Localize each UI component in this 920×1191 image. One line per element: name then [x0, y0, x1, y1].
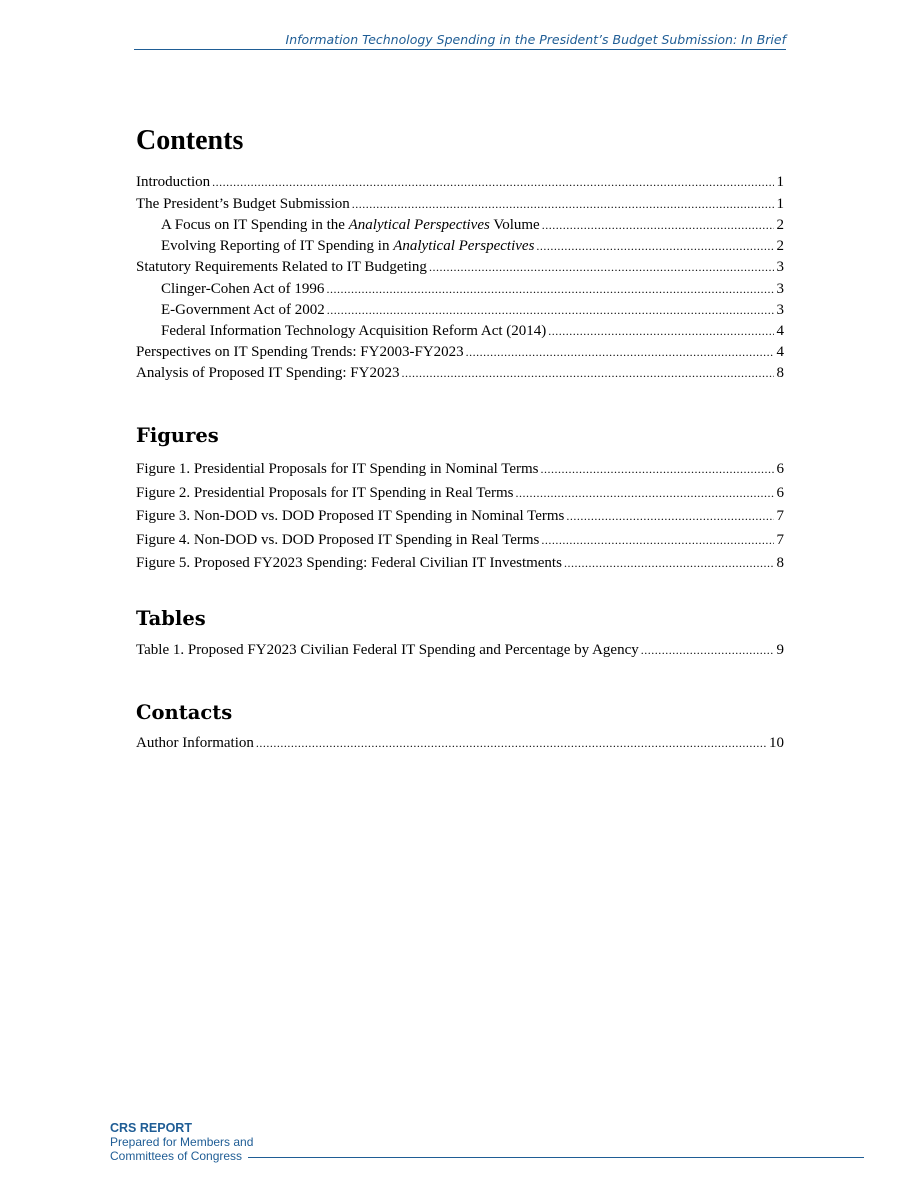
toc-page-number: 1 [776, 174, 784, 190]
dot-leader [256, 733, 766, 755]
toc-entry-title: Clinger-Cohen Act of 1996 [161, 280, 325, 297]
toc-page-number: 3 [776, 280, 784, 297]
toc-entry-title: Perspectives on IT Spending Trends: FY2003-FY2023 [136, 343, 464, 360]
toc-entry-title: Figure 2. Presidential Proposals for IT Spending in Real Terms [136, 484, 514, 501]
toc-entry[interactable] [136, 733, 784, 755]
dot-leader [566, 506, 773, 528]
toc-entry[interactable] [136, 300, 784, 321]
toc-page-number: 2 [776, 238, 784, 254]
tables-list [136, 640, 784, 662]
toc-entry-title: Figure 1. Presidential Proposals for IT Spending in Nominal Terms [136, 461, 539, 477]
toc-entry[interactable] [136, 172, 784, 194]
dot-leader [516, 483, 774, 505]
toc-entry-title: Introduction [136, 174, 211, 190]
toc-entry[interactable] [136, 553, 784, 575]
crs-report-logo [110, 1121, 253, 1163]
dot-leader [429, 257, 774, 279]
figures-list [136, 457, 784, 575]
toc-page-number: 10 [769, 735, 784, 751]
toc-page-number: 4 [776, 322, 784, 339]
toc-entry[interactable] [136, 342, 784, 364]
toc-page-number: 4 [776, 343, 784, 360]
toc-entry[interactable] [136, 483, 784, 505]
toc-page-number: 7 [776, 531, 784, 548]
toc-entry-title: Evolving Reporting of IT Spending in Analytical Perspectives [161, 238, 535, 254]
dot-leader [327, 300, 774, 321]
toc-entry-title: Table 1. Proposed FY2023 Civilian Federal IT Spending and Percentage by Agency [136, 642, 639, 658]
toc-entry-title: Figure 3. Non-DOD vs. DOD Proposed IT Spending in Nominal Terms [136, 508, 565, 524]
toc-entry[interactable] [136, 363, 784, 385]
contents-list [136, 172, 784, 385]
running-header: Information Technology Spending in the President’s Budget Submission: In Brief [134, 32, 786, 50]
toc-entry-title: Figure 4. Non-DOD vs. DOD Proposed IT Spending in Real Terms [136, 531, 540, 548]
dot-leader [541, 459, 774, 481]
toc-entry-title: Figure 5. Proposed FY2023 Spending: Federal Civilian IT Investments [136, 555, 562, 571]
figures-heading: Figures [136, 424, 219, 447]
crs-report-brand: CRS REPORT [110, 1121, 192, 1135]
toc-page-number: 6 [776, 484, 784, 501]
toc-entry[interactable] [136, 321, 784, 342]
dot-leader [541, 530, 773, 552]
dot-leader [466, 342, 774, 364]
contacts-list [136, 733, 784, 755]
toc-entry[interactable] [136, 279, 784, 300]
toc-entry[interactable] [136, 530, 784, 552]
dot-leader [542, 215, 774, 236]
dot-leader [564, 553, 774, 575]
dot-leader [352, 194, 774, 216]
toc-entry[interactable] [136, 459, 784, 481]
toc-page-number: 3 [776, 301, 784, 318]
toc-page-number: 8 [776, 365, 784, 381]
toc-entry[interactable] [136, 506, 784, 528]
toc-entry[interactable] [136, 215, 784, 236]
dot-leader [212, 172, 773, 194]
dot-leader [548, 321, 773, 342]
toc-page-number: 8 [776, 555, 784, 571]
toc-entry[interactable] [136, 194, 784, 216]
toc-entry-title: Statutory Requirements Related to IT Budgeting [136, 259, 427, 275]
crs-report-tagline-1: Prepared for Members and [110, 1135, 254, 1149]
toc-page-number: 2 [776, 217, 784, 233]
contents-heading: Contents [136, 125, 244, 156]
toc-entry-title: Federal Information Technology Acquisition Reform Act (2014) [161, 322, 547, 339]
toc-entry-title: Author Information [136, 735, 254, 751]
toc-page-number: 1 [776, 195, 784, 212]
toc-entry-title: E-Government Act of 2002 [161, 301, 325, 318]
dot-leader [641, 640, 774, 662]
toc-page-number: 3 [776, 259, 784, 275]
crs-report-tagline-2: Committees of Congress [110, 1149, 243, 1163]
footer-rule [248, 1157, 864, 1158]
toc-page-number: 9 [776, 642, 784, 658]
toc-page-number: 7 [776, 508, 784, 524]
dot-leader [326, 279, 773, 300]
dot-leader [536, 236, 773, 257]
contacts-heading: Contacts [136, 701, 233, 724]
toc-entry[interactable] [136, 236, 784, 257]
dot-leader [401, 363, 773, 385]
toc-entry-title: A Focus on IT Spending in the Analytical Perspectives Volume [161, 217, 540, 233]
toc-entry[interactable] [136, 640, 784, 662]
toc-entry-title: The President’s Budget Submission [136, 195, 350, 212]
toc-entry[interactable] [136, 257, 784, 279]
toc-entry-title: Analysis of Proposed IT Spending: FY2023 [136, 365, 400, 381]
toc-page-number: 6 [776, 461, 784, 477]
tables-heading: Tables [136, 607, 206, 630]
